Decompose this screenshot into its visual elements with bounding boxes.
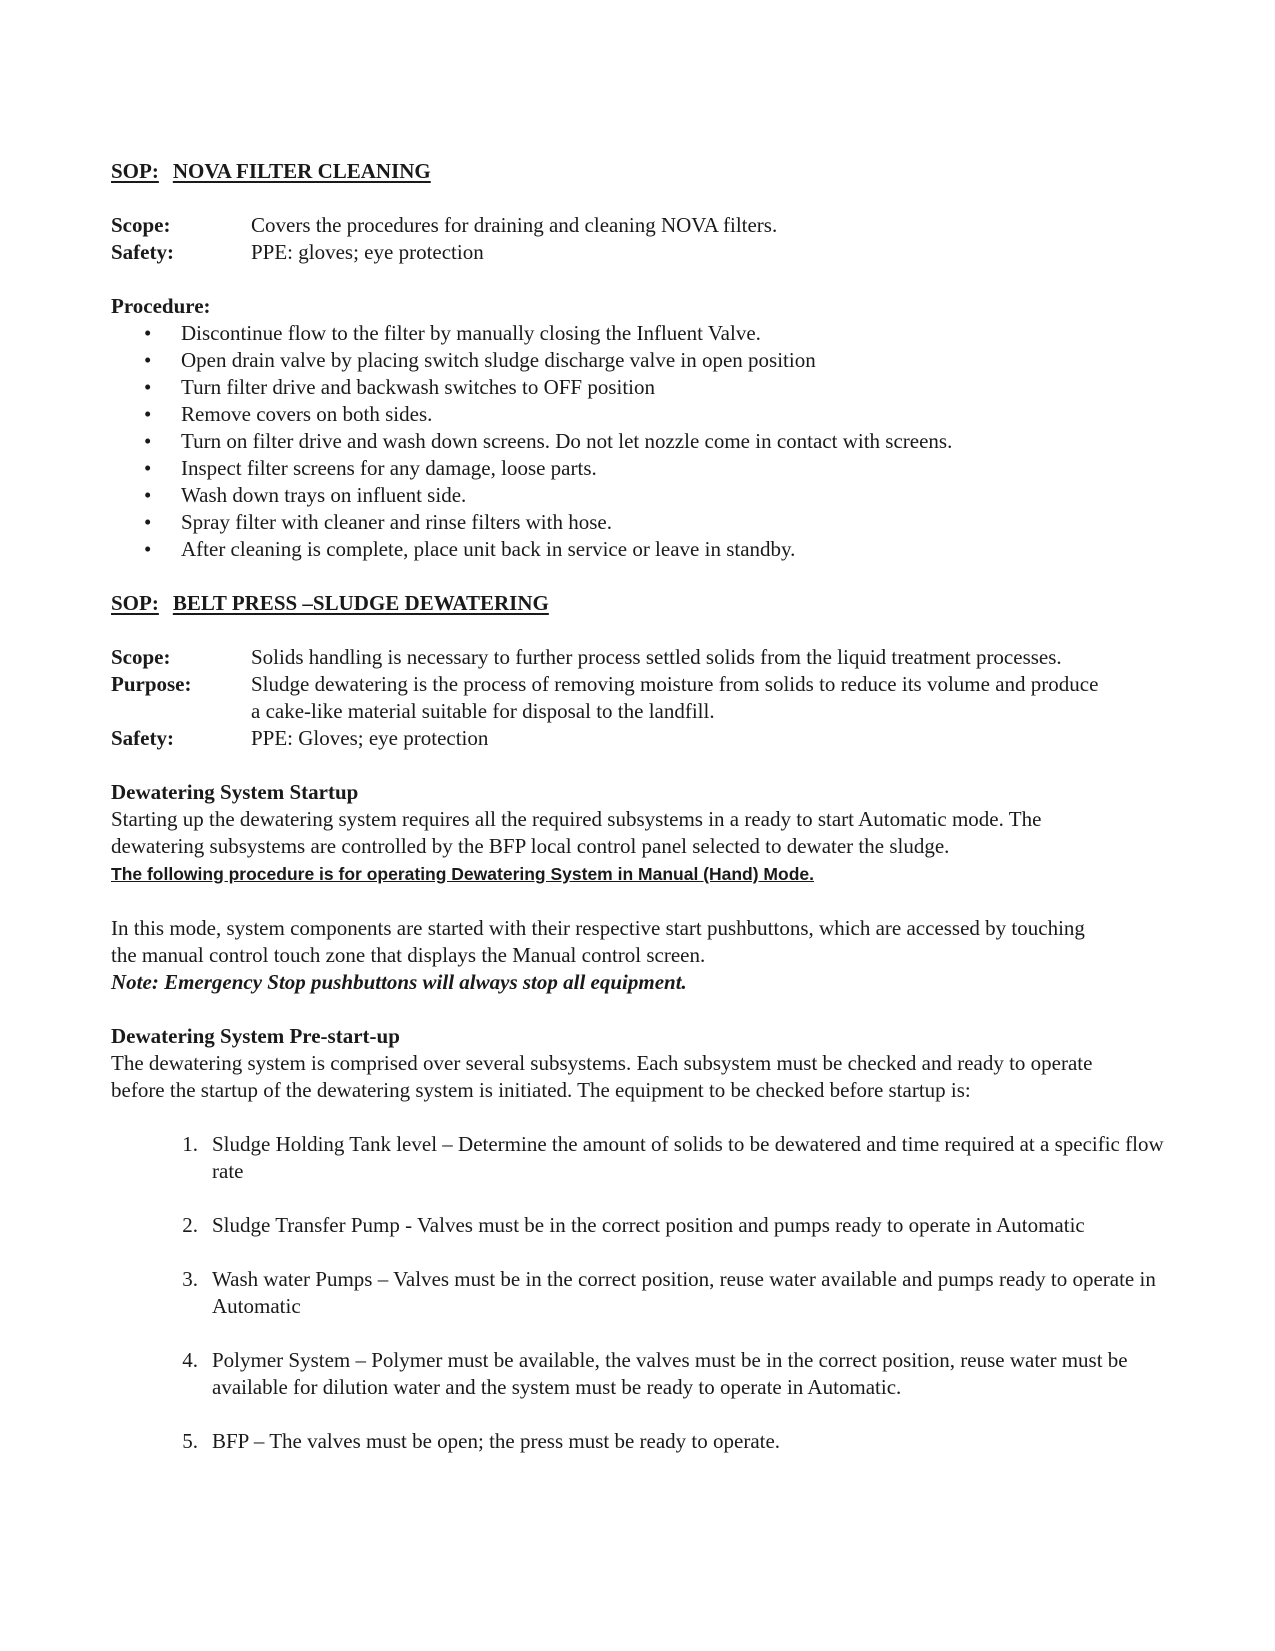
list-item: • Remove covers on both sides. [111, 401, 1171, 428]
sop1-scope [111, 212, 1171, 239]
prestart-heading: Dewatering System Pre-start-up [111, 1024, 400, 1048]
prestart-text: The dewatering system is comprised over several subsystems. Each subsystem must be checked and ready to operate before the startup of the dewatering system is initiated. The equipment to be checked before startup is: [111, 1051, 1093, 1102]
sop1-safety-label: Safety: [111, 240, 174, 264]
list-item [111, 1131, 1171, 1185]
list-item: • Turn filter drive and backwash switches to OFF position [111, 374, 1171, 401]
sop2-title [111, 590, 1171, 617]
sop1-safety [111, 239, 1171, 266]
sop2-safety [111, 725, 1171, 752]
list-item [111, 1347, 1171, 1401]
step-number: 1. [182, 1132, 198, 1156]
list-item: • Spray filter with cleaner and rinse filters with hose. [111, 509, 1171, 536]
prestart-steps [111, 1131, 1171, 1455]
sop2-safety-text: PPE: Gloves; eye protection [251, 726, 489, 750]
step-text: Polymer System – Polymer must be available, the valves must be in the correct position, reuse water must be available for dilution water and the system must be ready to operate in Automatic. [212, 1348, 1128, 1399]
manual-mode-note [111, 860, 1171, 888]
sop2-scope [111, 644, 1171, 671]
step-text: Sludge Transfer Pump - Valves must be in the correct position and pumps ready to operate in Automatic [212, 1213, 1085, 1237]
step-text: Wash water Pumps – Valves must be in the correct position, reuse water available and pumps ready to operate in Automatic [212, 1267, 1156, 1318]
step-text: BFP – The valves must be open; the press must be ready to operate. [212, 1429, 781, 1453]
list-item: • Inspect filter screens for any damage, loose parts. [111, 455, 1171, 482]
sop2-purpose-text: Sludge dewatering is the process of removing moisture from solids to reduce its volume and produce a cake-like material suitable for disposal to the landfill. [251, 672, 1099, 723]
sop1-title [111, 158, 1171, 185]
step-number: 2. [182, 1213, 198, 1237]
list-item [111, 1428, 1171, 1455]
sop1-procedure-list [111, 320, 1171, 563]
sop2-scope-label: Scope: [111, 645, 171, 669]
step-number: 4. [182, 1348, 198, 1372]
list-item: • Wash down trays on influent side. [111, 482, 1171, 509]
sop2-prefix: SOP: [111, 591, 159, 615]
startup-heading: Dewatering System Startup [111, 780, 359, 804]
sop2-safety-label: Safety: [111, 726, 174, 750]
sop1-scope-text: Covers the procedures for draining and cleaning NOVA filters. [251, 213, 778, 237]
mode-text: In this mode, system components are started with their respective start pushbuttons, which are accessed by touching the manual control touch zone that displays the Manual control screen. [111, 916, 1085, 967]
step-number: 3. [182, 1267, 198, 1291]
document-page [111, 158, 1171, 1482]
list-item [111, 1266, 1171, 1320]
list-item [111, 1212, 1171, 1239]
list-item: • Open drain valve by placing switch sludge discharge valve in open position [111, 347, 1171, 374]
sop1-prefix: SOP: [111, 159, 159, 183]
step-text: Sludge Holding Tank level – Determine the amount of solids to be dewatered and time required at a specific flow rate [212, 1132, 1164, 1183]
sop1-scope-label: Scope: [111, 213, 171, 237]
sop2-title-text: BELT PRESS –SLUDGE DEWATERING [172, 591, 549, 615]
step-number: 5. [182, 1429, 198, 1453]
manual-mode-note-text: The following procedure is for operating Dewatering System in Manual (Hand) Mode. [111, 864, 814, 884]
list-item: • After cleaning is complete, place unit back in service or leave in standby. [111, 536, 1171, 563]
sop1-title-text: NOVA FILTER CLEANING [172, 159, 431, 183]
sop2-scope-text: Solids handling is necessary to further process settled solids from the liquid treatment processes. [251, 645, 1062, 669]
list-item: • Turn on filter drive and wash down screens. Do not let nozzle come in contact with screens. [111, 428, 1171, 455]
emergency-note: Note: Emergency Stop pushbuttons will always stop all equipment. [111, 970, 687, 994]
startup-text: Starting up the dewatering system requires all the required subsystems in a ready to start Automatic mode. The dewatering subsystems are controlled by the BFP local control panel selected to dewater the sludge. [111, 807, 1042, 858]
sop2-purpose [111, 671, 1171, 725]
sop1-safety-text: PPE: gloves; eye protection [251, 240, 484, 264]
list-item: • Discontinue flow to the filter by manually closing the Influent Valve. [111, 320, 1171, 347]
sop2-purpose-label: Purpose: [111, 672, 192, 696]
sop1-procedure-heading: Procedure: [111, 294, 211, 318]
